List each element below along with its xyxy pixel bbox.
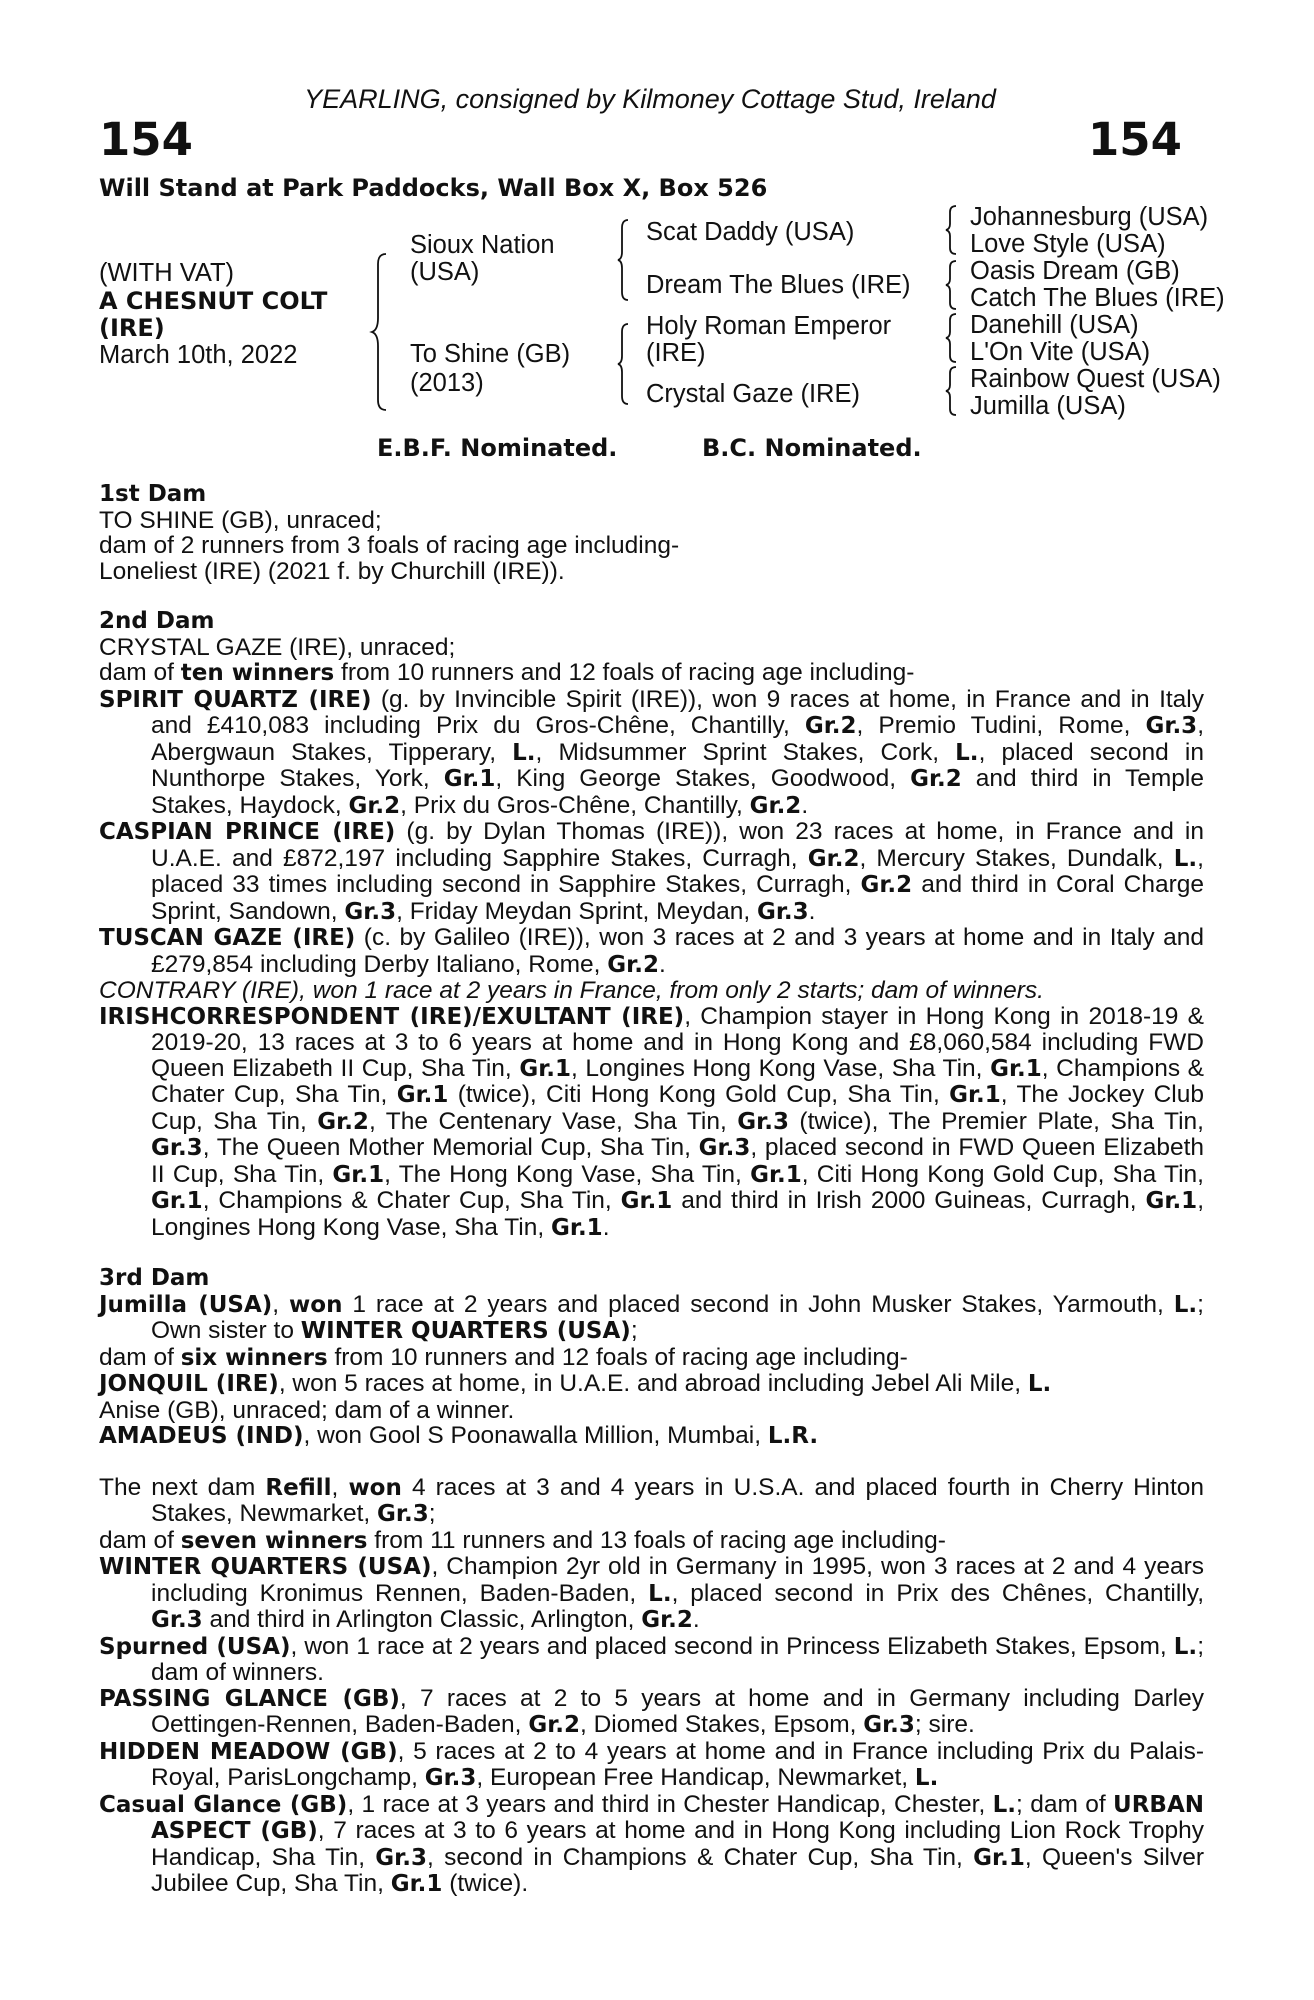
foaling-date: March 10th, 2022: [99, 341, 298, 369]
pedigree-bracket-g1: [946, 204, 958, 256]
ggp-7: Rainbow Quest (USA): [970, 365, 1221, 393]
second-dam-heading: 2nd Dam: [99, 608, 215, 634]
second-dam-line: CRYSTAL GAZE (IRE), unraced;: [99, 633, 456, 661]
progeny-irishcorrespondent: IRISHCORRESPONDENT (IRE)/EXULTANT (IRE), Champion stayer in Hong Kong in 2018-19 & 2019-20, 13 races at 3 to 6 years at home and in Hong Kong and £8,060,584 including FWD Queen Elizabeth II Cup, Sha Tin, Gr.1, Longines Hong Kong Vase, Sha Tin, Gr.1, Champions & Chater Cup, Sha Tin, Gr.1 (twice), Citi Hong Kong Gold Cup, Sha Tin, Gr.1, The Jockey Club Cup, Sha Tin, Gr.2, The Centenary Vase, Sha Tin, Gr.3 (twice), The Premier Plate, Sha Tin, Gr.3, The Queen Mother Memorial Cup, Sha Tin, Gr.3, placed second in FWD Queen Elizabeth II Cup, Sha Tin, Gr.1, The Hong Kong Vase, Sha Tin, Gr.1, Citi Hong Kong Gold Cup, Sha Tin, Gr.1, Champions & Chater Cup, Sha Tin, Gr.1 and third in Irish 2000 Guineas, Curragh, Gr.1, Longines Hong Kong Vase, Sha Tin, Gr.1.: [99, 1002, 1205, 1241]
dam-name: To Shine (GB): [410, 340, 571, 368]
progeny-anise: Anise (GB), unraced; dam of a winner.: [99, 1396, 515, 1424]
progeny-contrary: CONTRARY (IRE), won 1 race at 2 years in France, from only 2 starts; dam of winners.: [99, 977, 1044, 1004]
pedigree-bracket-g4: [946, 365, 958, 417]
lot-number-right: 154: [1088, 113, 1182, 166]
ggp-3: Oasis Dream (GB): [970, 257, 1180, 285]
third-dam-heading: 3rd Dam: [99, 1265, 210, 1291]
consignment-line: YEARLING, consigned by Kilmoney Cottage Stud, Ireland: [304, 84, 996, 114]
bc-nomination: B.C. Nominated.: [702, 434, 922, 462]
progeny-winter-quarters: WINTER QUARTERS (USA), Champion 2yr old in Germany in 1995, won 3 races at 2 and 4 years including Kronimus Rennen, Baden-Baden, L., placed second in Prix des Chênes, Chantilly, Gr.3 and third in Arlington Classic, Arlington, Gr.2.: [99, 1553, 1204, 1633]
progeny-casual-glance: Casual Glance (GB), 1 race at 3 years and third in Chester Handicap, Chester, L.; dam of URBAN ASPECT (GB), 7 races at 3 to 6 years at home and in Hong Kong including Lion Rock Trophy Handicap, Sha Tin, Gr.3, second in Champions & Chater Cup, Sha Tin, Gr.1, Queen's Silver Jubilee Cup, Sha Tin, Gr.1 (twice).: [99, 1790, 1205, 1897]
subject-name: A CHESNUT COLT: [99, 287, 328, 315]
dam-dam: Crystal Gaze (IRE): [646, 380, 860, 408]
second-dam-produce: dam of ten winners from 10 runners and 12 foals of racing age including-: [99, 659, 915, 686]
dam-sire-line2: (IRE): [646, 339, 706, 367]
pedigree-bracket-g3: [946, 312, 958, 364]
vat-note: (WITH VAT): [99, 259, 235, 287]
dam-sire-line1: Holy Roman Emperor: [646, 312, 892, 340]
next-dam-produce: dam of seven winners from 11 runners and 13 foals of racing age including-: [99, 1526, 946, 1554]
progeny-hidden-meadow: HIDDEN MEADOW (GB), 5 races at 2 to 4 years at home and in France including Prix du Palais-Royal, ParisLongchamp, Gr.3, European Free Handicap, Newmarket, L.: [99, 1737, 1204, 1791]
pedigree-bracket-dam: [618, 322, 632, 406]
subject-origin: (IRE): [99, 314, 165, 342]
lot-number-left: 154: [99, 113, 193, 166]
third-dam-produce: dam of six winners from 10 runners and 12 foals of racing age including-: [99, 1343, 908, 1371]
ggp-1: Johannesburg (USA): [970, 203, 1209, 231]
dam-year: (2013): [410, 369, 484, 397]
ggp-5: Danehill (USA): [970, 311, 1139, 339]
ebf-nomination: E.B.F. Nominated.: [377, 434, 618, 462]
progeny-amadeus: AMADEUS (IND), won Gool S Poonawalla Million, Mumbai, L.R.: [99, 1422, 819, 1449]
progeny-tuscan-gaze: TUSCAN GAZE (IRE) (c. by Galileo (IRE)), won 3 races at 2 and 3 years at home and in Italy and £279,854 including Derby Italiano, Rome, Gr.2.: [99, 924, 1204, 978]
stand-location: Will Stand at Park Paddocks, Wall Box X, Box 526: [99, 174, 768, 202]
first-dam-line: TO SHINE (GB), unraced;: [99, 506, 382, 534]
catalogue-body: [99, 482, 1204, 1898]
sire-name: Sioux Nation: [410, 231, 555, 259]
third-dam-line: Jumilla (USA), won 1 race at 2 years and placed second in John Musker Stakes, Yarmouth, L.; Own sister to WINTER QUARTERS (USA);: [99, 1290, 1204, 1344]
first-dam-foal: Loneliest (IRE) (2021 f. by Churchill (IRE)).: [99, 557, 565, 585]
progeny-spirit-quartz: SPIRIT QUARTZ (IRE) (g. by Invincible Spirit (IRE)), won 9 races at home, in France and in Italy and £410,083 including Prix du Gros-Chêne, Chantilly, Gr.2, Premio Tudini, Rome, Gr.3, Abergwaun Stakes, Tipperary, L., Midsummer Sprint Stakes, Cork, L., placed second in Nunthorpe Stakes, York, Gr.1, King George Stakes, Goodwood, Gr.2 and third in Temple Stakes, Haydock, Gr.2, Prix du Gros-Chêne, Chantilly, Gr.2.: [99, 685, 1205, 819]
progeny-jonquil: JONQUIL (IRE), won 5 races at home, in U.A.E. and abroad including Jebel Ali Mile, L.: [99, 1370, 1052, 1397]
ggp-6: L'On Vite (USA): [970, 338, 1151, 366]
ggp-2: Love Style (USA): [970, 230, 1166, 258]
sire-dam: Dream The Blues (IRE): [646, 271, 911, 299]
ggp-8: Jumilla (USA): [970, 392, 1126, 420]
first-dam-produce: dam of 2 runners from 3 foals of racing age including-: [99, 532, 680, 559]
progeny-passing-glance: PASSING GLANCE (GB), 7 races at 2 to 5 years at home and in Germany including Darley Oettingen-Rennen, Baden-Baden, Gr.2, Diomed Stakes, Epsom, Gr.3; sire.: [99, 1684, 1204, 1738]
ggp-4: Catch The Blues (IRE): [970, 284, 1225, 312]
pedigree-bracket-main: [372, 252, 392, 412]
pedigree-bracket-sire: [618, 218, 632, 302]
next-dam-line: The next dam Refill, won 4 races at 3 and 4 years in U.S.A. and placed fourth in Cherry Hinton Stakes, Newmarket, Gr.3;: [99, 1473, 1204, 1527]
progeny-caspian-prince: CASPIAN PRINCE (IRE) (g. by Dylan Thomas (IRE)), won 23 races at home, in France and in U.A.E. and £872,197 including Sapphire Stakes, Curragh, Gr.2, Mercury Stakes, Dundalk, L., placed 33 times including second in Sapphire Stakes, Curragh, Gr.2 and third in Coral Charge Sprint, Sandown, Gr.3, Friday Meydan Sprint, Meydan, Gr.3.: [99, 818, 1204, 925]
sire-origin: (USA): [410, 258, 480, 286]
sire-sire: Scat Daddy (USA): [646, 218, 855, 246]
progeny-spurned: Spurned (USA), won 1 race at 2 years and placed second in Princess Elizabeth Stakes, Epsom, L.; dam of winners.: [99, 1632, 1204, 1686]
pedigree-bracket-g2: [946, 259, 958, 311]
first-dam-heading: 1st Dam: [99, 481, 207, 507]
